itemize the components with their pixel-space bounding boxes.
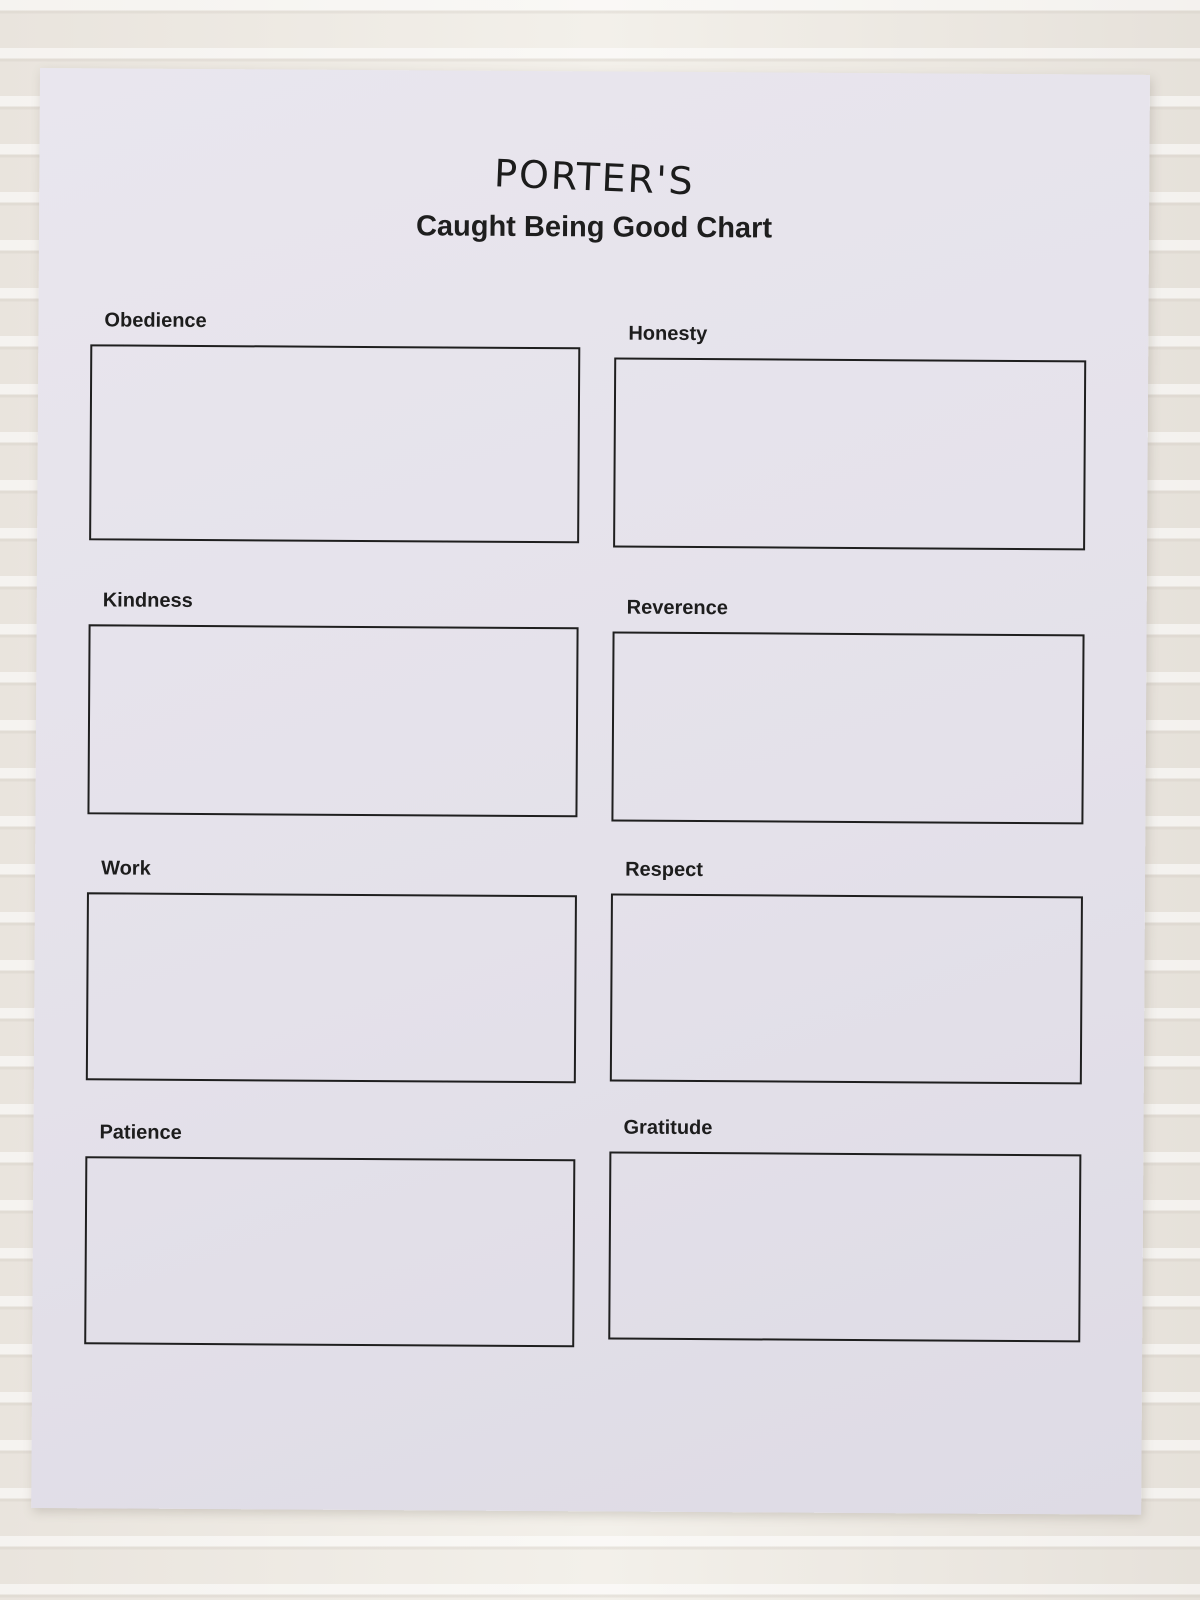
- section-label: Honesty: [628, 322, 708, 346]
- kindness-box: [87, 624, 578, 817]
- section-respect: [610, 858, 1083, 1085]
- honesty-box: [613, 358, 1086, 551]
- section-label: Obedience: [104, 309, 207, 333]
- obedience-box: [89, 344, 580, 543]
- reverence-box: [611, 632, 1084, 825]
- section-label: Respect: [625, 858, 703, 882]
- section-honesty: [613, 322, 1086, 551]
- section-label: Gratitude: [623, 1116, 713, 1140]
- section-label: Patience: [99, 1121, 182, 1144]
- patience-box: [84, 1156, 575, 1347]
- section-label: Reverence: [626, 596, 728, 620]
- section-label: Kindness: [102, 589, 193, 612]
- section-obedience: [89, 308, 580, 543]
- paper-sheet: [31, 68, 1150, 1515]
- section-patience: [84, 1120, 575, 1347]
- section-work: [86, 856, 577, 1083]
- respect-box: [610, 894, 1083, 1085]
- section-kindness: [87, 588, 578, 817]
- section-label: Work: [101, 857, 151, 880]
- section-gratitude: [608, 1115, 1081, 1342]
- section-reverence: [611, 596, 1084, 825]
- work-box: [86, 892, 577, 1083]
- handwritten-name: PORTER'S: [493, 151, 696, 204]
- gratitude-box: [608, 1151, 1081, 1342]
- chart-title: Caught Being Good Chart: [415, 210, 773, 245]
